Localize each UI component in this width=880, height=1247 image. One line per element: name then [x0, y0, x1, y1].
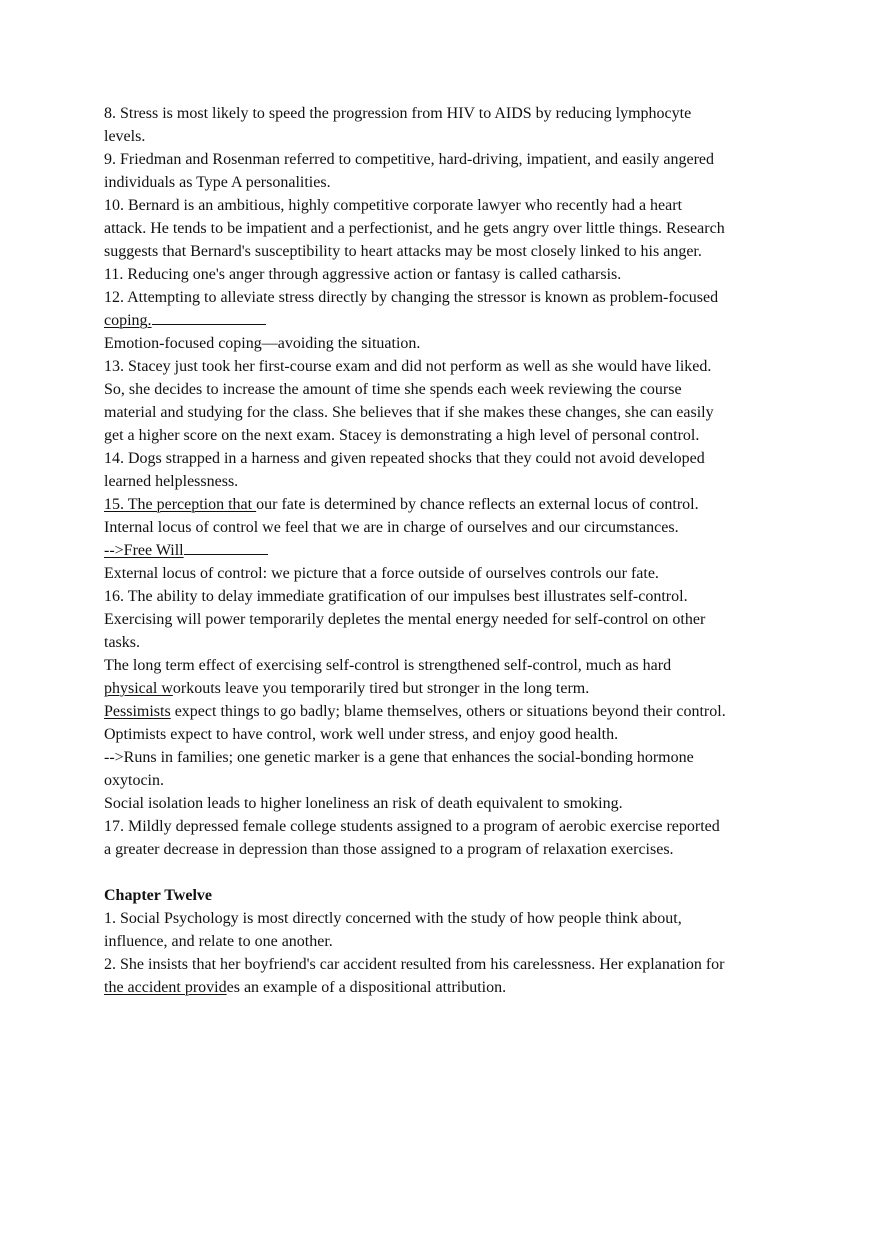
text-line [104, 240, 794, 263]
underlined-text: Pessimists [104, 703, 171, 720]
text-line [104, 769, 794, 792]
text-line [104, 263, 794, 286]
text-run: a greater decrease in depression than those assigned to a program of relaxation exercises. [104, 841, 674, 858]
text-line [104, 700, 794, 723]
underlined-text: physical w [104, 680, 173, 697]
text-run: Internal locus of control we feel that we are in charge of ourselves and our circumstances. [104, 519, 679, 536]
text-line [104, 332, 794, 355]
text-run: 11. Reducing one's anger through aggressive action or fantasy is called catharsis. [104, 266, 622, 283]
text-run: 16. The ability to delay immediate gratification of our impulses best illustrates self-control. [104, 588, 688, 605]
text-line [104, 976, 794, 999]
text-line [104, 654, 794, 677]
text-run: es an example of a dispositional attribution. [226, 979, 507, 996]
underline-rule [152, 323, 266, 325]
text-line [104, 355, 794, 378]
text-line [104, 217, 794, 240]
text-run: 10. Bernard is an ambitious, highly competitive corporate lawyer who recently had a heart [104, 197, 683, 214]
text-line [104, 585, 794, 608]
text-run: expect things to go badly; blame themselves, others or situations beyond their control. [170, 703, 726, 720]
text-line [104, 562, 794, 585]
text-run: 17. Mildly depressed female college students assigned to a program of aerobic exercise reported [104, 818, 720, 835]
text-line [104, 401, 794, 424]
text-run: Social isolation leads to higher loneliness an risk of death equivalent to smoking. [104, 795, 623, 812]
document-page [104, 102, 794, 999]
text-line [104, 148, 794, 171]
text-line [104, 815, 794, 838]
text-line [104, 608, 794, 631]
text-line [104, 723, 794, 746]
text-line [104, 286, 794, 309]
text-run: Emotion-focused coping—avoiding the situation. [104, 335, 421, 352]
underlined-text: -->Free Will [104, 542, 184, 559]
text-line [104, 470, 794, 493]
text-line [104, 930, 794, 953]
underline-rule [184, 553, 268, 555]
text-line [104, 838, 794, 861]
text-run: Optimists expect to have control, work well under stress, and enjoy good health. [104, 726, 619, 743]
blank-line [104, 861, 794, 884]
text-run: So, she decides to increase the amount of time she spends each week reviewing the course [104, 381, 682, 398]
text-line [104, 953, 794, 976]
text-line [104, 631, 794, 654]
text-line [104, 194, 794, 217]
text-run: get a higher score on the next exam. Stacey is demonstrating a high level of personal control. [104, 427, 700, 444]
text-run: material and studying for the class. She believes that if she makes these changes, she can easily [104, 404, 714, 421]
text-line [104, 792, 794, 815]
text-run: Exercising will power temporarily depletes the mental energy needed for self-control on other [104, 611, 706, 628]
underlined-text: coping. [104, 312, 152, 329]
text-run: 14. Dogs strapped in a harness and given repeated shocks that they could not avoid developed [104, 450, 705, 467]
text-run: -->Runs in families; one genetic marker is a gene that enhances the social-bonding hormone [104, 749, 694, 766]
text-run: orkouts leave you temporarily tired but stronger in the long term. [172, 680, 590, 697]
chapter-heading: Chapter Twelve [104, 887, 212, 904]
text-line [104, 677, 794, 700]
text-run: The long term effect of exercising self-control is strengthened self-control, much as hard [104, 657, 672, 674]
text-line [104, 125, 794, 148]
text-run: 9. Friedman and Rosenman referred to competitive, hard-driving, impatient, and easily angered [104, 151, 715, 168]
text-run: suggests that Bernard's susceptibility to heart attacks may be most closely linked to his anger. [104, 243, 702, 260]
underlined-text: 15. The perception that [104, 496, 257, 513]
text-run: individuals as Type A personalities. [104, 174, 331, 191]
text-line [104, 539, 794, 562]
text-run: levels. [104, 128, 146, 145]
text-line [104, 171, 794, 194]
text-run: 12. Attempting to alleviate stress directly by changing the stressor is known as problem-focused [104, 289, 719, 306]
text-line [104, 516, 794, 539]
text-line [104, 309, 794, 332]
text-line [104, 378, 794, 401]
text-run: 13. Stacey just took her first-course exam and did not perform as well as she would have liked. [104, 358, 712, 375]
text-run: 8. Stress is most likely to speed the progression from HIV to AIDS by reducing lymphocyte [104, 105, 692, 122]
text-line [104, 746, 794, 769]
text-run: External locus of control: we picture that a force outside of ourselves controls our fate. [104, 565, 659, 582]
text-line [104, 447, 794, 470]
text-line [104, 424, 794, 447]
underlined-text: the accident provid [104, 979, 227, 996]
text-line [104, 102, 794, 125]
text-run: 1. Social Psychology is most directly concerned with the study of how people think about, [104, 910, 682, 927]
text-run: our fate is determined by chance reflects an external locus of control. [256, 496, 699, 513]
text-run: attack. He tends to be impatient and a perfectionist, and he gets angry over little things. Research [104, 220, 725, 237]
text-run: influence, and relate to one another. [104, 933, 333, 950]
text-run: 2. She insists that her boyfriend's car accident resulted from his carelessness. Her explanation for [104, 956, 725, 973]
text-line [104, 493, 794, 516]
text-run: learned helplessness. [104, 473, 239, 490]
text-run: oxytocin. [104, 772, 164, 789]
text-run: tasks. [104, 634, 140, 651]
text-line [104, 907, 794, 930]
